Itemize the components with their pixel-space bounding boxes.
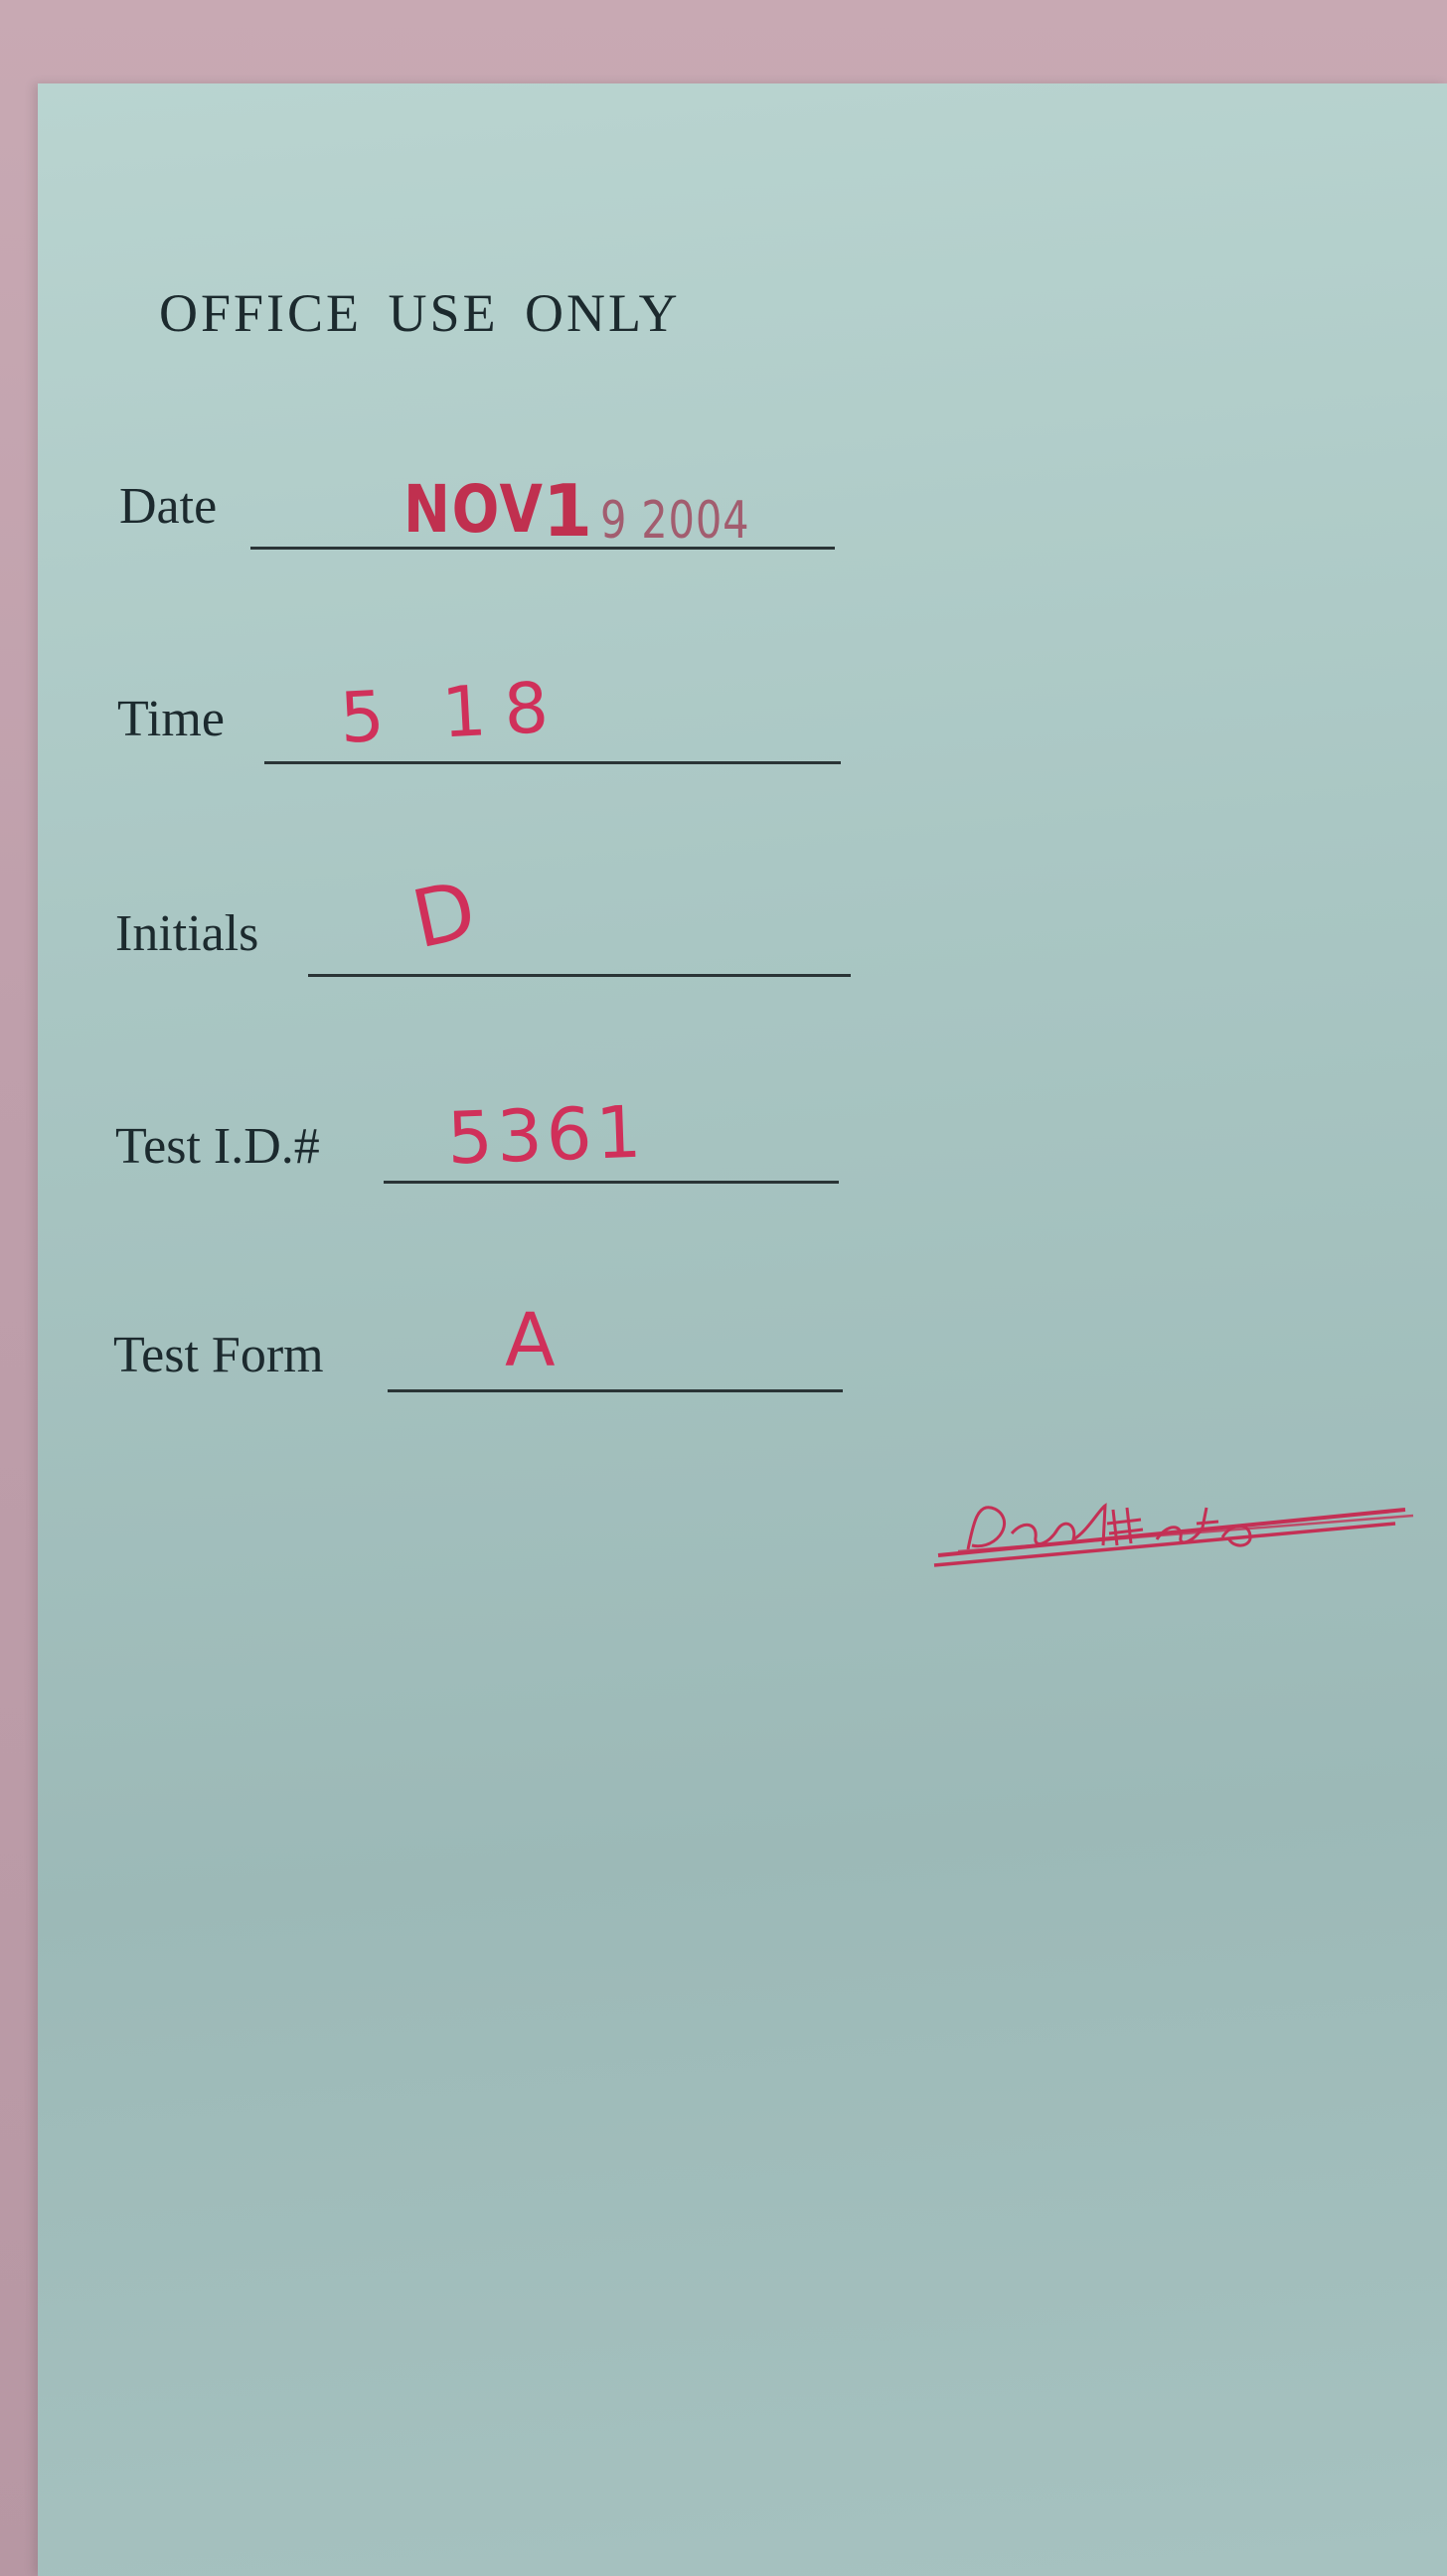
- office-use-form: [38, 83, 1447, 2576]
- test-form-label: Test Form: [113, 1327, 324, 1383]
- time-field-line[interactable]: [264, 761, 841, 764]
- date-label: Date: [119, 478, 218, 535]
- stamp-month: NOV: [403, 471, 545, 548]
- date-field-line[interactable]: [250, 547, 835, 550]
- crossed-out-scribble: [928, 1480, 1445, 1569]
- test-form-field-line[interactable]: [388, 1389, 843, 1392]
- test-id-value: 5361: [445, 1089, 647, 1181]
- test-id-field-line[interactable]: [384, 1181, 839, 1184]
- form-heading: OFFICE USE ONLY: [159, 283, 681, 343]
- initials-field-line[interactable]: [308, 974, 851, 977]
- crossed-out-note: [928, 1480, 1445, 1559]
- stamp-day-year: 9 2004: [600, 491, 750, 551]
- stamp-day: 1: [543, 469, 593, 553]
- test-form-value: A: [505, 1298, 556, 1383]
- time-label: Time: [117, 691, 225, 747]
- date-stamp: [403, 469, 750, 553]
- test-id-label: Test I.D.#: [115, 1118, 320, 1175]
- time-value: 5 18: [338, 666, 568, 759]
- initials-value: D: [404, 863, 484, 967]
- initials-label: Initials: [115, 905, 259, 962]
